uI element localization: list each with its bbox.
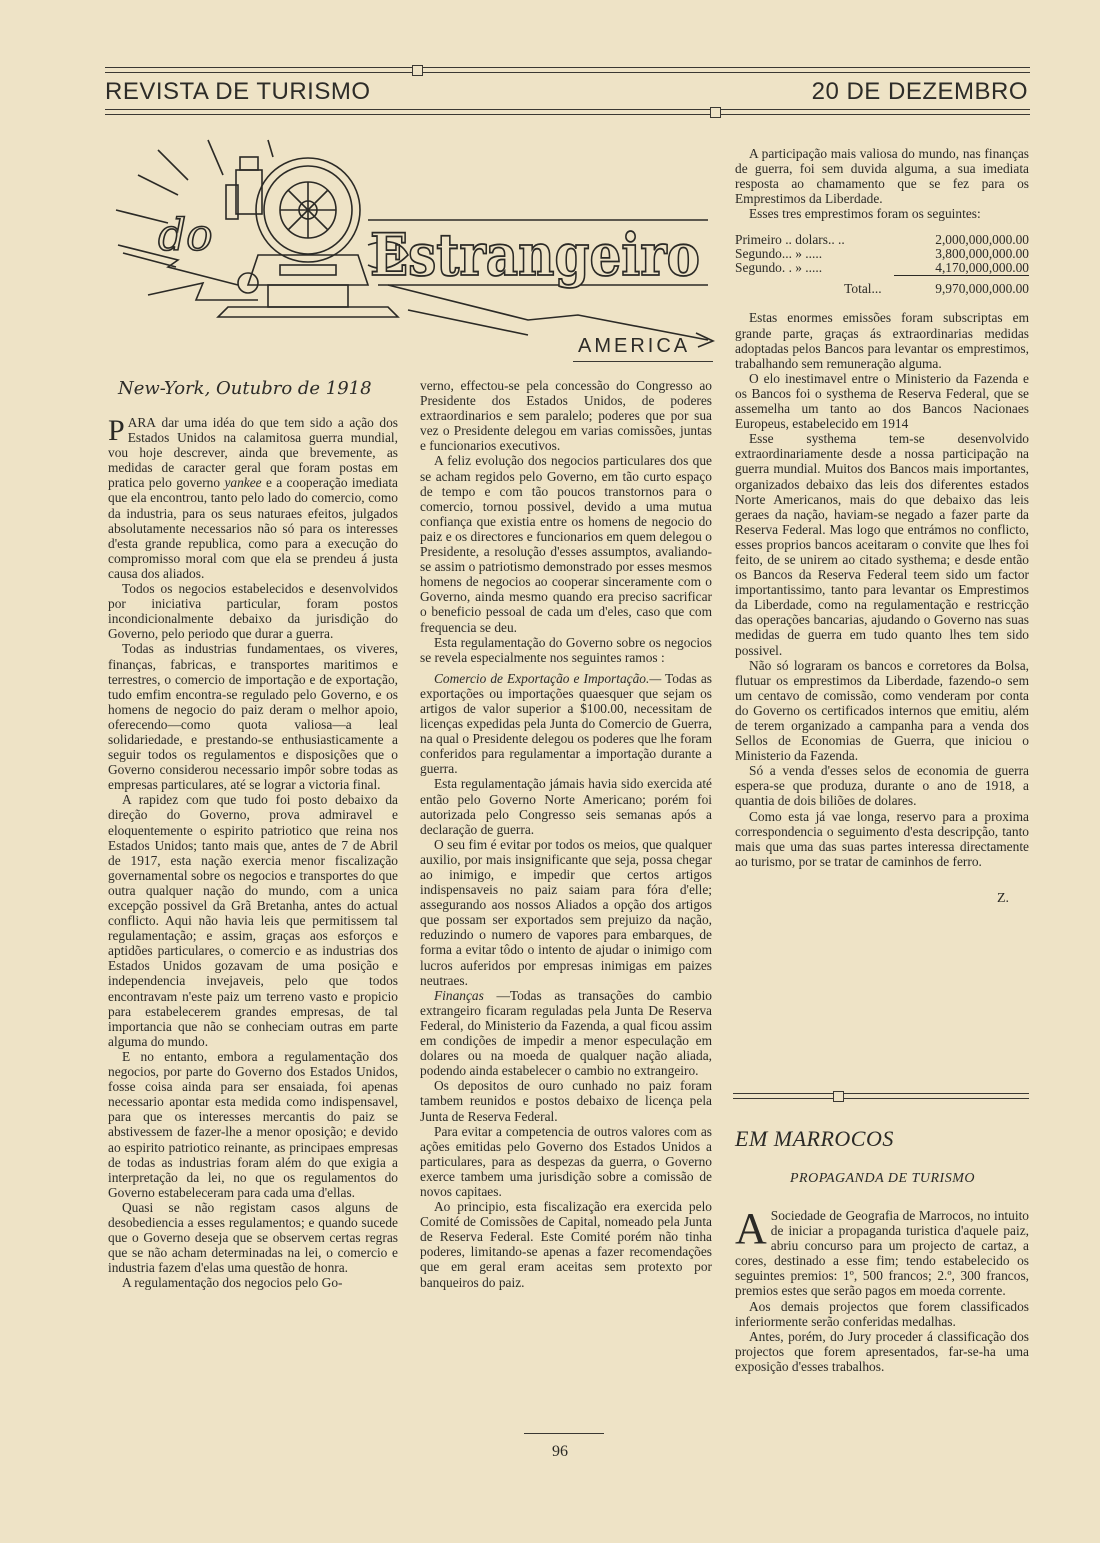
paragraph: A feliz evolução dos negocios particulares dos que se acham regidos pelo Governo, em tão curto espaço de tempo e com tão poucos transtornos para o comercio, tornou possivel, devido a uma mutua confiança que existia entre os homens de negocio do paiz e os directores e funcionarios em quem delegou o Presidente, a resolução d'esses assumptos, avaliando-se assim o patriotismo demonstrado por esses mesmos homens de negocios ao cooperar sinceramente com o Governo, ainda mesmo quando era preciso sacrificar o beneficio pessoal de cada um d'eles, caso que com frequencia se deu.: [420, 453, 712, 635]
running-head-title: REVISTA DE TURISMO: [105, 78, 371, 105]
paragraph: [735, 1204, 1029, 1299]
paragraph: [108, 415, 398, 581]
loan-amount: 4,170,000,000.00: [894, 261, 1029, 276]
paragraph: O elo inestimavel entre o Ministerio da Fazenda e os Bancos foi o systhema de Reserva Federal, que se assemelha um tanto ao dos Bancos Nacionaes Europeus, estabelecido em 1914: [735, 370, 1029, 432]
paragraph: A regulamentação dos negocios pelo Go-: [122, 1275, 343, 1291]
ornament-box: [833, 1091, 844, 1102]
small-caps-text: ARA: [127, 415, 156, 430]
paragraph: verno, effectou-se pela concessão do Congresso ao Presidente dos Estados Unidos, de poderes extraordinarios e sem paralelo; poderes que por sua vez o Presidente delegou em varias comissões, juntas e funcionarios executivos.: [420, 378, 712, 454]
paragraph: Todas as industrias fundamentaes, os viveres, finanças, fabricas, e transportes maritimos e terrestres, o comercio de importação e de exportação, tudo emfim encontra-se regulado pelo Governo, e os homens de negocio do paiz deram o melhor apoio, oferecendo—como quota valiosa—a leal solidariedade, e prestando-se enthusiasticamente a seguir todos os regulamentos e disposições que o Governo considerou necessario impôr sobre todas as empresas particulares, até se lograr a victoria final.: [108, 641, 398, 793]
table-row: [735, 247, 1029, 261]
loan-label: Segundo... » .....: [735, 246, 823, 262]
paragraph: Os depositos de ouro cunhado no paiz foram tambem reunidos e postos debaixo de licença pela Junta de Reserva Federal.: [420, 1078, 712, 1124]
masthead-title-small: do: [158, 210, 213, 261]
paragraph: Para evitar a competencia de outros valores com as ações emitidas pelo Governo dos Estados Unidos a particulares, para as despezas da guerra, o Governo exerce tambem uma jurisdição sobre a comissão de novos capitaes.: [420, 1123, 712, 1199]
header-rule: [105, 67, 1030, 68]
paragraph: Não só lograram os bancos e corretores da Bolsa, flutuar os emprestimos da Liberdade, fazendo-o sem um centavo de comissão, como venderam por conta do Governo os certificados internos que emitiu, além de terem organizado a campanha para a venda dos Sellos de Economias de Guerra, que iniciou o Ministerio da Fazenda.: [735, 657, 1029, 764]
paragraph: Antes, porém, do Jury proceder á classificação dos projectos que forem apresentados, far-se-ha uma exposição d'esses trabalhos.: [735, 1328, 1029, 1374]
running-head-date: 20 DE DEZEMBRO: [811, 78, 1028, 105]
paragraph: Quasi se não registam casos alguns de desobediencia a esses regulamentos; e quando sucede que o Governo deseja que se observem certas regras que se não acham determinadas na lei, o comercio e industria fazem d'elas uma questão de honra.: [108, 1199, 398, 1276]
dateline: New-York, Outubro de 1918: [118, 378, 372, 399]
table-row: [735, 261, 1029, 276]
article-subtitle: PROPAGANDA DE TURISMO: [790, 1171, 975, 1186]
italic-heading: Finanças: [434, 987, 484, 1003]
text: Todas as exportações ou importações quaesquer que sejam os artigos de valor superior a $100.00, necessitam de licenças expedidas pela Junta do Comercio de Guerra, na qual o Presidente delegou os poderes que lhe foram conferidos para regulamentar a importação durante a guerra.: [420, 670, 713, 777]
section-label: AMERICA: [578, 335, 691, 357]
total-label: Total...: [844, 280, 882, 296]
paragraph: Aos demais projectos que forem classificados inferiormente serão conferidas medalhas.: [735, 1298, 1029, 1329]
paragraph: Só a venda d'esses selos de economia de guerra espera-se que produza, durante o ano de 1918, a quantia de dois biliões de dolares.: [735, 763, 1029, 809]
section-separator: [733, 1093, 1029, 1094]
loans-table: [735, 233, 1029, 296]
drop-cap: A: [735, 1204, 767, 1253]
paragraph: [420, 988, 712, 1079]
text: e a cooperação imediata que ela encontrou, tanto pelo lado do comercio, como da industria, para os seus naturaes efeitos, julgados absolutamente necessarios não só para os interesses d'esta grande republica, como para a execução do compromisso moral com que ela se prendeu á justa causa dos aliados.: [108, 475, 398, 581]
loan-label: Segundo. . » .....: [735, 260, 823, 276]
article-column-2: [420, 378, 712, 1290]
article-marrocos: [735, 1204, 1029, 1374]
article-title: EM MARROCOS: [735, 1126, 894, 1151]
paragraph: Esses tres emprestimos foram os seguintes:: [749, 206, 981, 222]
paragraph: Como esta já vae longa, reservo para a proxima correspondencia o seguimento d'esta descripção, tanto mais que uma das suas partes interessa directamente ao turismo, por se tratar de caminhos de ferro.: [735, 808, 1029, 869]
loan-amount: 2,000,000,000.00: [935, 232, 1029, 248]
paragraph: Todos os negocios estabelecidos e desenvolvidos por iniciativa particular, foram postos incondicionalmente debaixo da jurisdição do Governo, pelo periodo que durar a guerra.: [108, 581, 398, 642]
header-rule: [105, 114, 1030, 115]
article-column-3: [735, 146, 1029, 906]
header-rule: [105, 109, 1030, 110]
paragraph: E no entanto, embora a regulamentação dos negocios, por parte do Governo dos Estados Unidos, fosse coisa ainda para ser ensaiada, foi apenas necessario apontar esta medida como indispensavel, para que os interesses mercantis do paiz se abstivessem de fazer-lhe a menor oposição; e devido ao espirito patriotico reinante, as principaes empresas de todas as industrias foram além do que exigia a interpretação da lei, no que os regulamentos do Governo estabeleceram para cada uma d'ellas.: [108, 1048, 398, 1200]
section-rule: [573, 361, 713, 362]
drop-cap: P: [108, 414, 125, 447]
section-separator: [733, 1098, 1029, 1099]
text: dar uma idéa do que tem sido a ação dos Estados Unidos na calamitosa guerra mundial, vou hoje descrever, ainda que brevemente, as medidas de caracter geral que foram postas em pratica pelo governo: [108, 415, 398, 491]
loan-amount: 3,800,000,000.00: [935, 246, 1029, 262]
paragraph: Estas enormes emissões foram subscriptas em grande parte, graças ás extraordinarias medidas adoptadas pelos Bancos para levantar os emprestimos, trabalhando sem remuneração alguma.: [735, 310, 1029, 371]
italic-text: yankee: [224, 475, 262, 491]
paragraph: Esta regulamentação do Governo sobre os negocios se revela especialmente nos seguintes ramos :: [420, 634, 712, 665]
estrangeiro-masthead-illustration: [108, 135, 728, 360]
page-number: 96: [552, 1443, 568, 1460]
paragraph: Esta regulamentação jámais havia sido exercida até então pelo Governo Norte Americano; porém foi autorizada pelo Congresso seis semanas após a declaração de guerra.: [420, 776, 712, 837]
text: Sociedade de Geografia de Marrocos, no intuito de iniciar a propaganda turistica d'aquele paiz, abriu concurso para um projecto de cartaz, a cores, destinado a esse fim; tendo estabelecido os seguintes premios: 1º, 500 francos; 2.º, 300 francos, premios estes que serão pagos em moeda corrente.: [735, 1208, 1029, 1299]
signature: Z.: [996, 890, 1009, 906]
paragraph: Esse systhema tem-se desenvolvido extraordinariamente desde a nossa participação na guerra mundial. Muitos dos Bancos mais importantes, organizados debaixo das leis dos diferentes estados Norte Americanos, mais do que debaixo das leis geraes da nação, haviam-se negado a fazer parte da Reserva Federal. Mas logo que entrámos no conflicto, esses proprios bancos aceitaram o convite que lhes foi feito, de se unirem ao citado systhema; e desde então os Bancos da Reserva Federal teem sido um factor importantissimo, tanto para levantar os Emprestimos da Liberdade, como na regulamentação e restricção das operações bancarias, ajudando o Governo nas suas medidas de guerra em tudo quanto lhes tem sido possivel.: [735, 431, 1029, 658]
table-row: [735, 233, 1029, 247]
loan-label: Primeiro .. dolars.. ..: [735, 232, 845, 248]
text: —Todas as transações do cambio extrangeiro ficaram reguladas pela Junta De Reserva Federal, do Ministerio da Fazenda, a qual ficou assim em condições de impedir a menor especulação em dolares ou na moeda de qualquer nação aliada, podendo ainda estabelecer o cambio no extrangeiro.: [420, 987, 712, 1079]
paragraph: O seu fim é evitar por todos os meios, que qualquer auxilio, por mais insignificante que seja, possa chegar ao inimigo, e impedir que certos artigos indispensaveis no paiz saiam para fóra d'elle; assegurando aos nossos Aliados a opção dos artigos que possam ser exportados sem prejuizo da nação, reduzindo o numero de vapores para embarques, de forma a evitar tôdo o intento de ajudar o inimigo com lucros auferidos por empresas inimigas em paizes neutraes.: [420, 836, 712, 988]
paragraph: Ao principio, esta fiscalização era exercida pelo Comité de Comissões de Capital, nomeado pela Junta de Reserva Federal. Este Comité porém não tinha poderes, limitando-se apenas a fazer recomendações que em geral eram aceitas sem protexto por banqueiros do paiz.: [420, 1199, 712, 1290]
paragraph: [420, 671, 712, 777]
header-rule: [105, 72, 1030, 73]
italic-heading: Comercio de Exportação e Importação.—: [434, 670, 662, 686]
total-amount: 9,970,000,000.00: [935, 281, 1029, 297]
ornament-box: [710, 107, 721, 118]
article-column-1: [108, 415, 398, 1290]
ornament-box: [412, 65, 423, 76]
table-row: [735, 276, 1029, 297]
paragraph: A rapidez com que tudo foi posto debaixo da direção do Governo, prova admiravel e eloquentemente o espirito patriotico que reina nos Estados Unidos; tanto mais que, antes de 7 de Abril de 1917, esta nação exercia menor fiscalização governamental sobre os negocios e transportes do que outra qualquer nação do mundo, com a unica excepção possivel da Grã Bretanha, antes do actual conflicto. Aqui não havia leis que permitissem tal regulamentação; e assim, graças aos esforços e aptidões particulares, o comercio e as industrias dos Estados Unidos gozavam de uma posição e independencia invejaveis, pelo que todos encontravam n'este paiz um terreno vasto e propicio para estabelecerem grandes empresas, de tal importancia que não se conheciam outras em parte alguma do mundo.: [108, 792, 398, 1049]
paragraph: A participação mais valiosa do mundo, nas finanças de guerra, foi sem duvida alguma, a sua imediata resposta ao chamamento que se fez para os Emprestimos da Liberdade.: [735, 146, 1029, 207]
masthead-title-big: Estrangeiro: [370, 221, 700, 289]
page-number-rule: [524, 1433, 604, 1434]
